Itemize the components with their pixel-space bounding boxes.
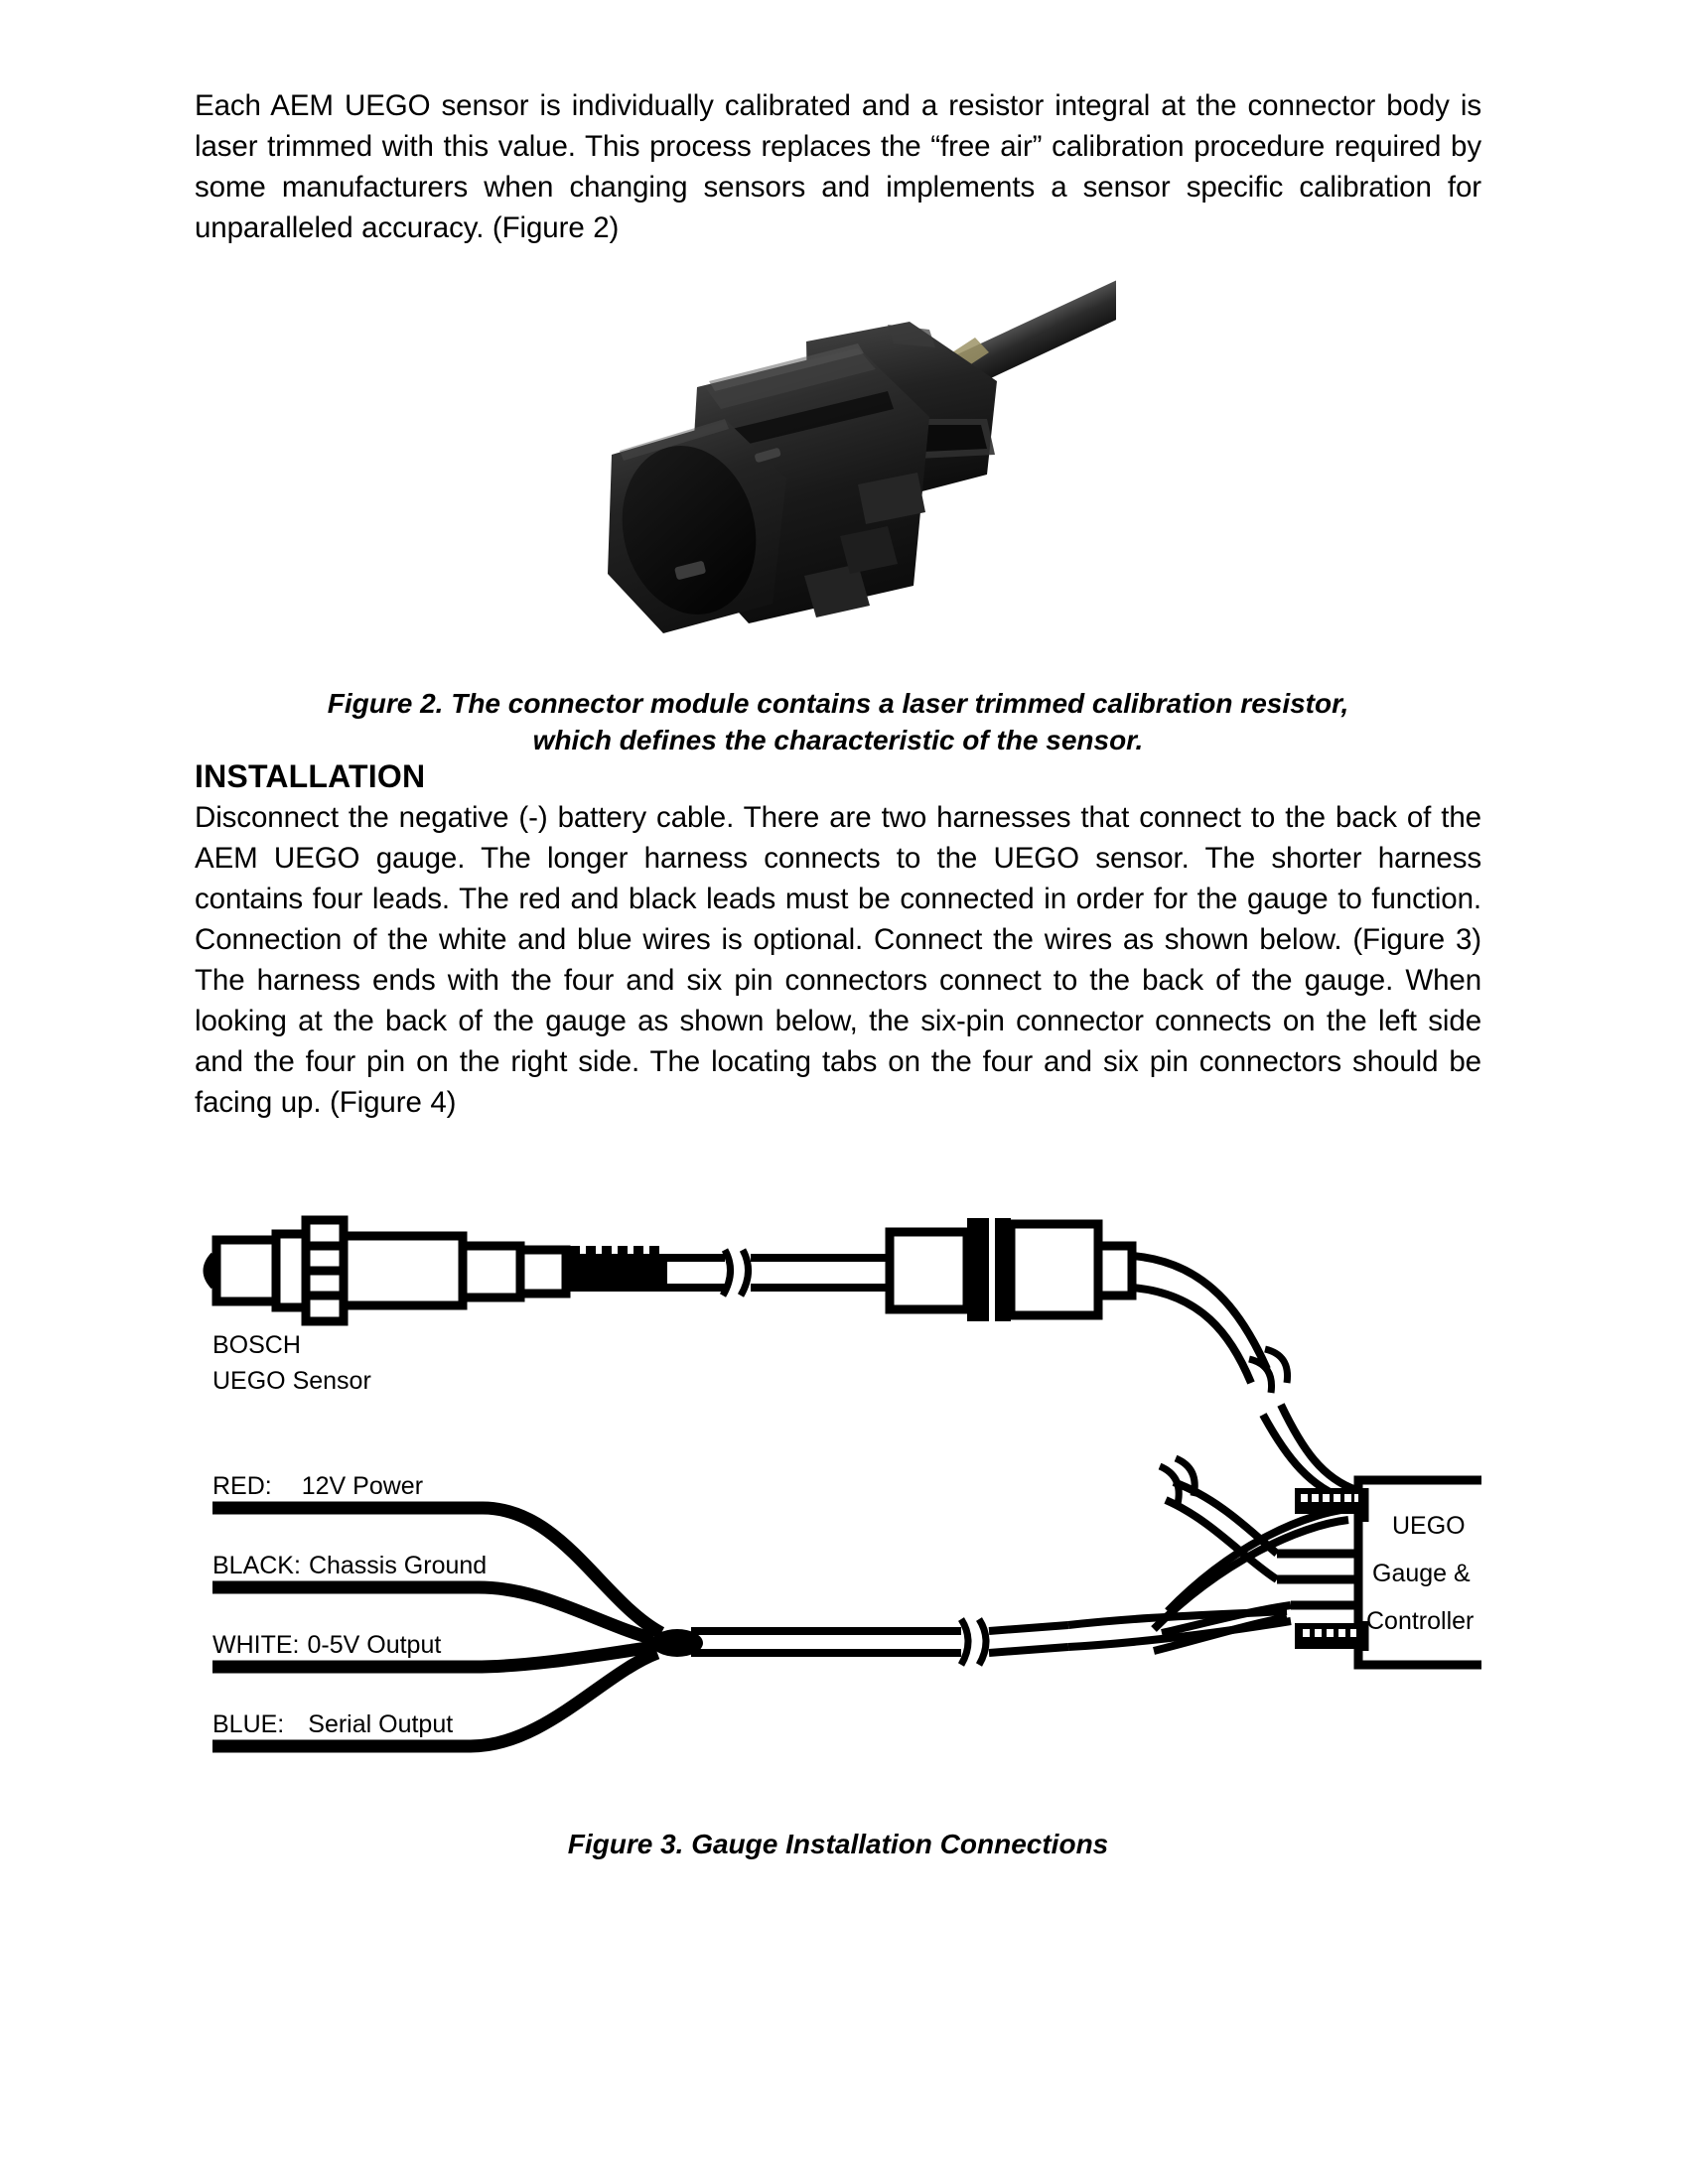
- four-pin-connector: [1295, 1623, 1364, 1649]
- inline-connector: [890, 1232, 967, 1309]
- figure-2-image-block: [195, 270, 1481, 667]
- cable-break-symbol-2: [1249, 1349, 1288, 1393]
- cable-break-symbol-1: [723, 1250, 749, 1296]
- sensor-cable: [667, 1258, 890, 1288]
- gauge-label-line-1: UEGO: [1392, 1512, 1466, 1540]
- figure-3-caption: [195, 1826, 1481, 1862]
- wire-label-white: WHITE: 0-5V Output: [212, 1631, 442, 1659]
- wire-label-black: BLACK: Chassis Ground: [212, 1552, 488, 1579]
- sensor-brand-label: BOSCH: [212, 1331, 301, 1359]
- gauge-harness-cable: [1132, 1256, 1356, 1500]
- inline-connector-body: [1011, 1224, 1132, 1315]
- figure-2-caption: [195, 685, 1481, 758]
- intro-paragraph: Each AEM UEGO sensor is individually calibrated and a resistor integral at the connector body is laser trimmed with this value. This process replaces the “free air” calibration procedure required by some manufacturers when changing sensors and implements a sensor specific calibration for unparalleled accuracy. (Figure 2): [195, 89, 1481, 244]
- installation-heading: INSTALLATION: [195, 758, 426, 794]
- sensor-name-label: UEGO Sensor: [212, 1367, 371, 1395]
- wiring-diagram-svg: [195, 1184, 1481, 1820]
- bundled-cable: [691, 1625, 1068, 1653]
- page-content: [195, 85, 1481, 1862]
- figure-3-diagram-block: [195, 1184, 1481, 1820]
- gauge-label-line-2: Gauge &: [1372, 1560, 1471, 1587]
- cable-break-symbol-4: [961, 1619, 986, 1665]
- figure-3-caption-text: Figure 3. Gauge Installation Connections: [567, 1829, 1109, 1859]
- gauge-label-line-3: Controller: [1366, 1607, 1475, 1635]
- connector-photo-svg: [560, 270, 1116, 657]
- uego-sensor-graphic: [208, 1220, 566, 1321]
- installation-paragraph: Disconnect the negative (-) battery cable. There are two harnesses that connect to the back of the AEM UEGO gauge. The longer harness connects to the UEGO sensor. The shorter harness contains four leads. The red and black leads must be connected in order for the gauge to function. Connection of the white and blue wires is optional. Connect the wires as shown below. (Figure 3) The harness ends with the four and six pin connectors connect to the back of the gauge. When looking at the back of the gauge as shown below, the six-pin connector connects on the left side and the four pin on the right side. The locating tabs on the four and six pin connectors should be facing up. (Figure 4): [195, 801, 1481, 1119]
- cable-break-symbol-3: [1160, 1458, 1195, 1504]
- wire-label-red: RED: 12V Power: [212, 1472, 424, 1500]
- six-pin-connector: [1295, 1488, 1364, 1514]
- inline-connector-collar: [967, 1218, 1011, 1321]
- figure-2-caption-line-1: Figure 2. The connector module contains a laser trimmed calibration resistor,: [327, 688, 1349, 719]
- wire-label-blue: BLUE: Serial Output: [212, 1710, 454, 1738]
- sensor-strain-relief: [566, 1246, 667, 1292]
- figure-2-caption-line-2: which defines the characteristic of the sensor.: [532, 725, 1144, 755]
- connector-module-photo: [560, 270, 1116, 657]
